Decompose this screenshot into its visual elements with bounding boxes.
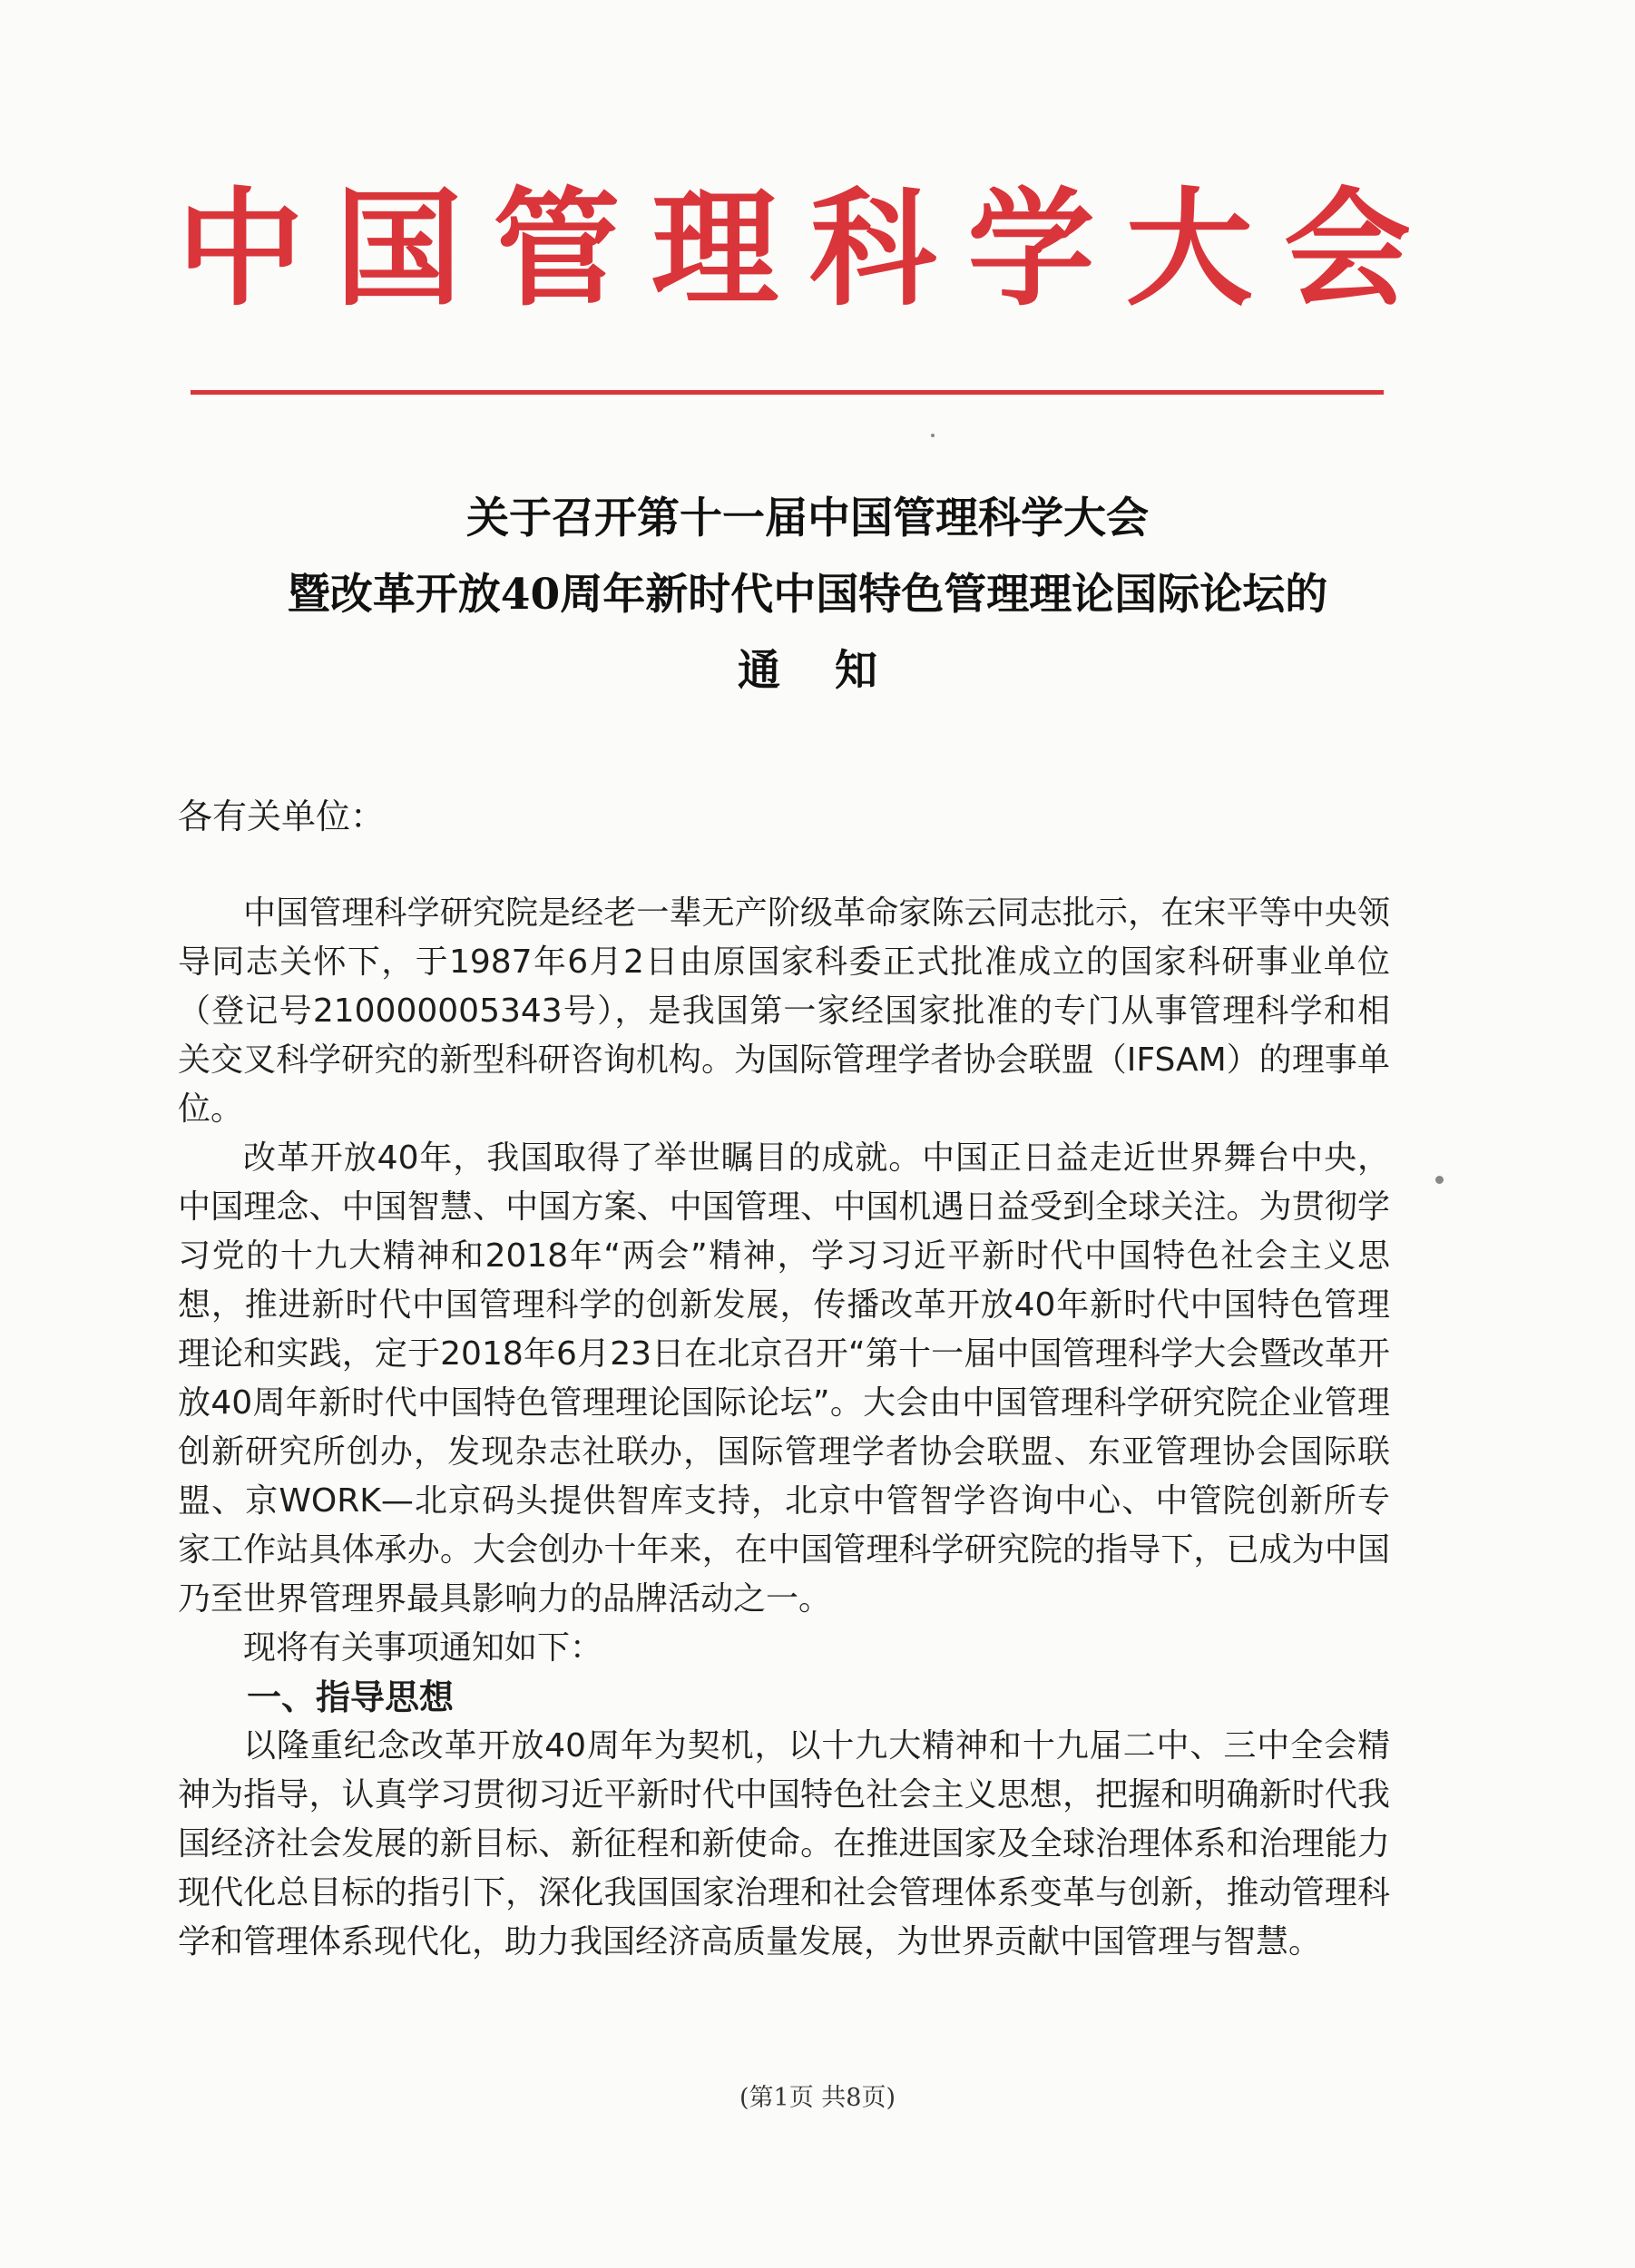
title-line-3: 通知 (738, 646, 932, 696)
masthead-char: 学 (967, 175, 1095, 324)
document-body (178, 889, 1390, 1967)
red-divider-rule (191, 390, 1384, 395)
title-line-2: 暨改革开放40周年新时代中国特色管理理论国际论坛的 (287, 570, 1328, 620)
masthead-char: 大 (1125, 175, 1253, 324)
masthead-char: 管 (493, 175, 621, 324)
masthead-char: 理 (651, 175, 778, 324)
page-number-footer: (第1页 共8页) (739, 2084, 896, 2112)
masthead (177, 172, 1411, 327)
document-title (136, 481, 1479, 709)
paragraph-1: 中国管理科学研究院是经老一辈无产阶级革命家陈云同志批示，在宋平等中央领导同志关怀下，于1987年6月2日由原国家科委正式批准成立的国家科研事业单位（登记号210000005343号），是我国第一家经国家批准的专门从事管理科学和相关交叉科学研究的新型科研咨询机构。为国际管理学者协会联盟（IFSAM）的理事单位。 (178, 894, 1390, 1128)
salutation: 各有关单位： (178, 797, 386, 836)
masthead-char: 科 (809, 175, 937, 324)
title-line-1: 关于召开第十一届中国管理科学大会 (466, 494, 1149, 543)
scan-speck (931, 434, 935, 437)
paragraph-3: 现将有关事项通知如下： (243, 1629, 603, 1667)
paragraph-4: 以隆重纪念改革开放40周年为契机，以十九大精神和十九届二中、三中全会精神为指导，认真学习贯彻习近平新时代中国特色社会主义思想，把握和明确新时代我国经济社会发展的新目标、新征程和新使命。在推进国家及全球治理体系和治理能力现代化总目标的指引下，深化我国国家治理和社会管理体系变革与创新，推动管理科学和管理体系现代化，助力我国经济高质量发展，为世界贡献中国管理与智慧。 (178, 1727, 1390, 1960)
masthead-char: 会 (1283, 175, 1411, 324)
masthead-char: 国 (335, 175, 463, 324)
masthead-char: 中 (177, 175, 305, 324)
paragraph-2: 改革开放40年，我国取得了举世瞩目的成就。中国正日益走近世界舞台中央，中国理念、中国智慧、中国方案、中国管理、中国机遇日益受到全球关注。为贯彻学习党的十九大精神和2018年“两会”精神，学习习近平新时代中国特色社会主义思想，推进新时代中国管理科学的创新发展，传播改革开放40年新时代中国特色管理理论和实践，定于2018年6月23日在北京召开“第十一届中国管理科学大会暨改革开放40周年新时代中国特色管理理论国际论坛”。大会由中国管理科学研究院企业管理创新研究所创办，发现杂志社联办，国际管理学者协会联盟、东亚管理协会国际联盟、京WORK—北京码头提供智库支持，北京中管智学咨询中心、中管院创新所专家工作站具体承办。大会创办十年来，在中国管理科学研究院的指导下，已成为中国乃至世界管理界最具影响力的品牌活动之一。 (178, 1139, 1390, 1618)
scan-speck (1435, 1176, 1444, 1184)
section-heading-1: 一、指导思想 (247, 1677, 455, 1717)
